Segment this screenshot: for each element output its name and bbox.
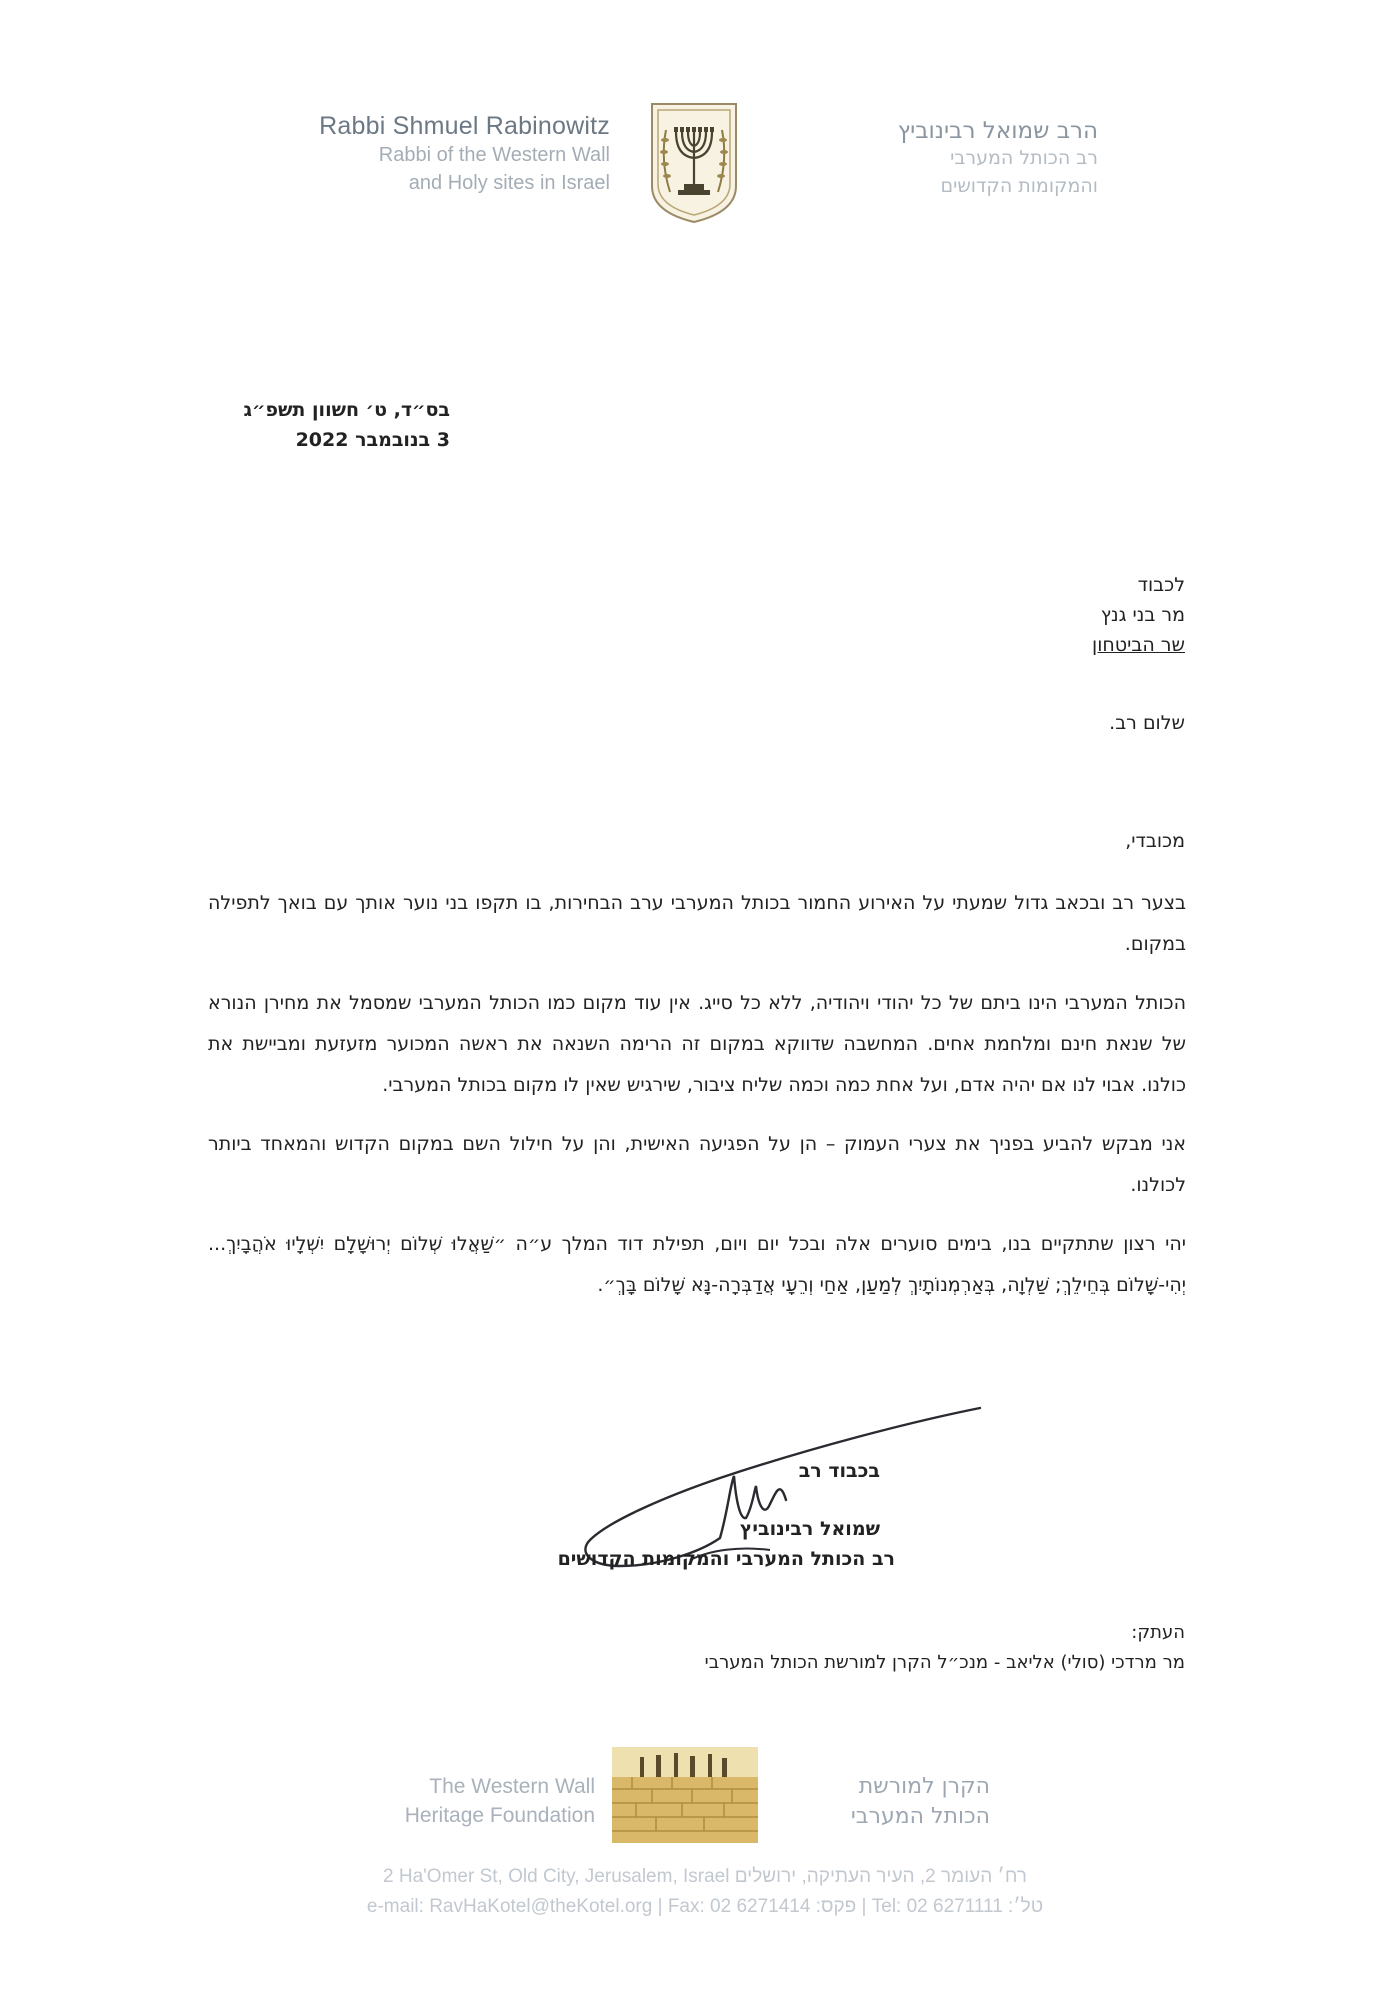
footer-contact-line: e-mail: RavHaKotel@theKotel.org | Fax: 02 6271414 :פקס | Tel: 02 6271111 :טל׳: [366, 1896, 1044, 1917]
addressee-block: [900, 570, 1185, 660]
date-block: [200, 395, 450, 455]
cc-block: [520, 1618, 1185, 1678]
footer-english-line-1: The Western Wall: [429, 1775, 595, 1798]
signature-closing: בכבוד רב: [798, 1460, 880, 1482]
letter-body: [208, 883, 1186, 1324]
addressee-honorific: לכבוד: [1137, 574, 1185, 596]
signer-title: רב הכותל המערבי והמקומות הקדושים: [557, 1548, 895, 1570]
letterhead-hebrew-title-1: רב הכותל המערבי: [950, 147, 1098, 169]
letterhead-hebrew-title-2: והמקומות הקדושים: [940, 175, 1098, 197]
footer-english-line-2: Heritage Foundation: [404, 1804, 595, 1827]
letterhead-english-title-1: Rabbi of the Western Wall: [378, 144, 610, 166]
salutation: מכובדי,: [1125, 830, 1185, 852]
letterhead-hebrew: [768, 118, 1098, 200]
body-paragraph-3: אני מבקש להביע בפניך את צערי העמוק – הן על הפגיעה האישית, והן על חילול השם במקום הקדוש והמאחד ביותר לכולנו.: [208, 1133, 1186, 1196]
footer-hebrew-line-1: הקרן למורשת: [858, 1774, 990, 1799]
body-paragraph-4: יהי רצון שתתקיים בנו, בימים סוערים אלה ובכל יום ויום, תפילת דוד המלך ע״ה ״שַׁאֲלוּ שְׁלוֹם יְרוּשָׁלָ͏ִם יִשְׁלָיוּ אֹהֲבָיִךְ... יְהִי-שָׁלוֹם בְּחֵילֵךְ; שַׁלְוָה, בְּאַרְמְנוֹתָיִךְ לְמַעַן, אַחַי וְרֵעָי אֲדַבְּרָה-נָּא שָׁלוֹם בָּךְ״.: [208, 1233, 1186, 1296]
footer-contact: [230, 1862, 1180, 1922]
footer-address: 2 Ha'Omer St, Old City, Jerusalem, Israel רח׳ העומר 2, העיר העתיקה, ירושלים: [383, 1866, 1027, 1887]
western-wall-logo-icon: [612, 1747, 758, 1843]
addressee-title: שר הביטחון: [1092, 634, 1185, 656]
letterhead-english-name: Rabbi Shmuel Rabinowitz: [319, 112, 610, 140]
letterhead-english: [280, 112, 610, 197]
handwritten-signature-icon: [550, 1400, 990, 1600]
date-hebrew: בס״ד, ט׳ חשוון תשפ״ג: [243, 399, 450, 421]
footer-english: [330, 1772, 595, 1830]
signer-name: שמואל רבינוביץ: [739, 1518, 880, 1540]
signature-area: [490, 1440, 910, 1610]
body-paragraph-2: הכותל המערבי הינו ביתם של כל יהודי ויהודיה, ללא כל סייג. אין עוד מקום כמו הכותל המערבי שמסמל את מחירן הנורא של שנאת חינם ומלחמת אחים. המחשבה שדווקא במקום זה הרימה השנאה את ראשה המכוער מזעזעת ומביישת את כולנו. אבוי לנו אם יהיה אדם, ועל אחת כמה וכמה שליח ציבור, שירגיש שאין לו מקום בכותל המערבי.: [208, 992, 1186, 1096]
letterhead-english-title-2: and Holy sites in Israel: [408, 172, 610, 194]
addressee-name: מר בני גנץ: [1100, 604, 1185, 626]
greeting: שלום רב.: [1109, 712, 1185, 734]
footer-hebrew: [770, 1772, 990, 1832]
date-gregorian: 3 בנובמבר 2022: [295, 429, 450, 451]
cc-recipient: מר מרדכי (סולי) אליאב - מנכ״ל הקרן למורשת הכותל המערבי: [704, 1652, 1185, 1673]
footer-hebrew-line-2: הכותל המערבי: [850, 1804, 990, 1829]
body-paragraph-1: בצער רב ובכאב גדול שמעתי על האירוע החמור בכותל המערבי ערב הבחירות, בו תקפו בני נוער אותך עם בואך לתפילה במקום.: [208, 892, 1186, 955]
cc-label: העתק:: [1131, 1622, 1185, 1643]
state-emblem-icon: [646, 100, 742, 226]
letterhead-hebrew-name: הרב שמואל רבינוביץ: [897, 118, 1098, 144]
